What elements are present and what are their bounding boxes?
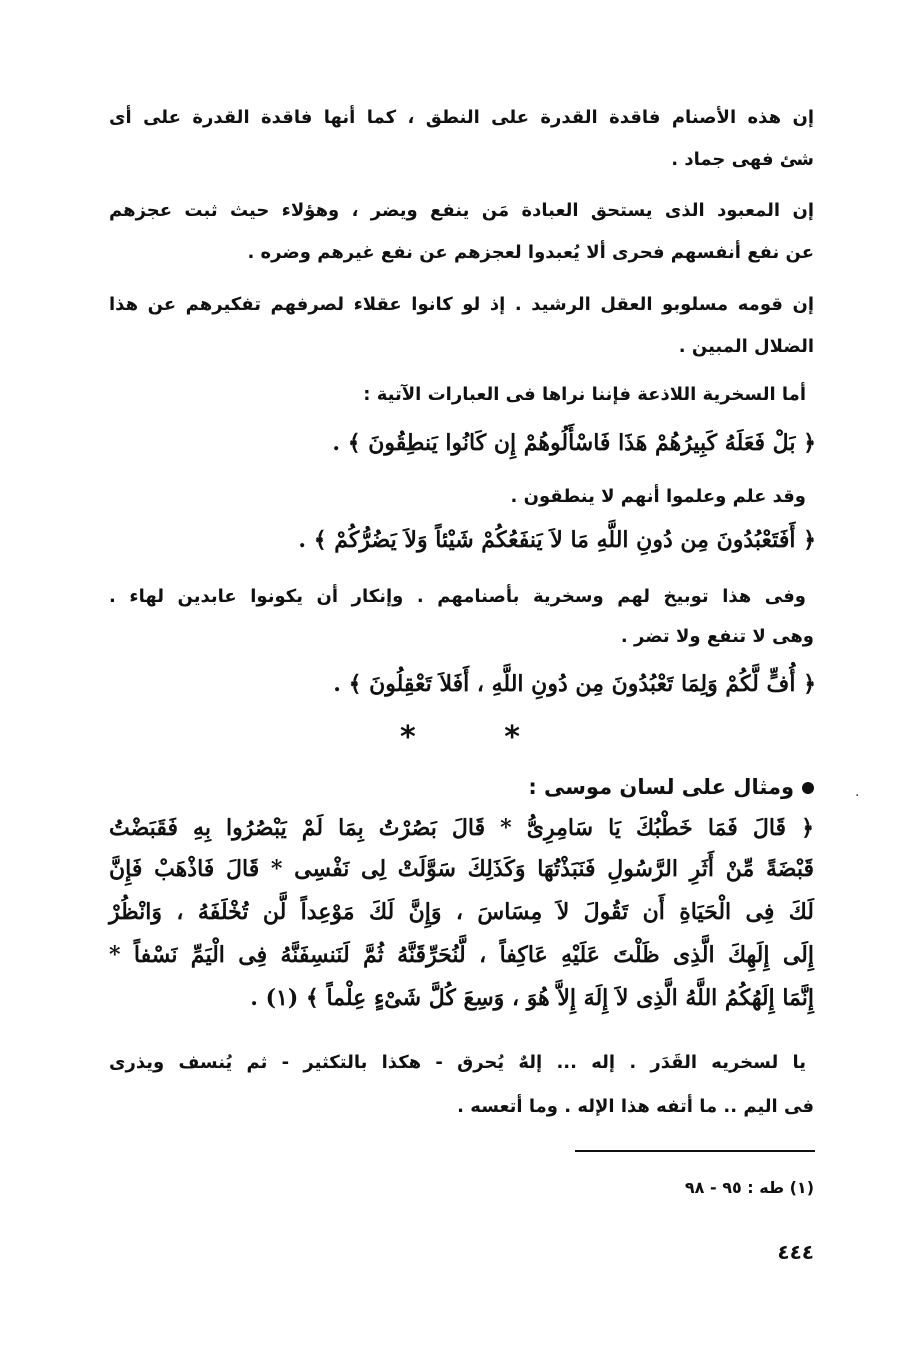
paragraph-3-line-1: إن قومه مسلوبو العقل الرشيد . إذ لو كانوا عقلاء لصرفهم تفكيرهم عن هذا [109, 294, 814, 315]
separator-star: * [504, 720, 520, 755]
paragraph-2-line-2: عن نفع أنفسهم فحرى ألا يُعبدوا لعجزهم عن نفع غيرهم وضره . [247, 242, 814, 263]
closing-line-1: يا لسخريه القَدَر . إله ... إلهٌ يُحرق - هكذا بالتكثير - ثم يُنسف ويذرى [109, 1052, 806, 1073]
quran-verse-1: ﴿ بَلْ فَعَلَهُ كَبِيرُهُمْ هَذَا فَاسْأَلُوهُمْ إِن كَانُوا يَنطِقُونَ ﴾ . [332, 430, 816, 456]
paragraph-3-line-2: الضلال المبين . [678, 336, 814, 357]
irony-intro: أما السخرية اللاذعة فإننا نراها فى العبارات الآتية : [363, 384, 806, 405]
paragraph-1-line-1: إن هذه الأصنام فاقدة القدرة على النطق ، كما أنها فاقدة القدرة على أى [109, 107, 814, 128]
comment-2-line-2: وهى لا تنفع ولا تضر . [620, 626, 814, 647]
separator-star: * [400, 720, 416, 755]
quran-verse-2: ﴿ أَفَتَعْبُدُونَ مِن دُونِ اللَّهِ مَا لاَ يَنفَعُكُمْ شَيْئاً وَلاَ يَضُرُّكُمْ ﴾ . [298, 527, 816, 553]
footnote: (١) طه : ٩٥ - ٩٨ [684, 1178, 814, 1197]
comment-1: وقد علم وعلموا أنهم لا ينطقون . [510, 486, 806, 507]
section-heading [109, 772, 814, 802]
musa-verse-line-1: ﴿ قَالَ فَمَا خَطْبُكَ يَا سَامِرِىُّ * قَالَ بَصُرْتُ بِمَا لَمْ يَبْصُرُوا بِهِ فَقَبَضْتُ [109, 815, 814, 841]
musa-verse-line-3: لَكَ فِى الْحَيَاةِ أَن تَقُولَ لاَ مِسَاسَ ، وَإِنَّ لَكَ مَوْعِداً لَّن تُخْلَفَهُ ، وَانْظُرْ [109, 899, 814, 925]
musa-verse-line-4: إِلَى إِلَهِكَ الَّذِى ظَلْتَ عَلَيْهِ عَاكِفاً ، لَّنُحَرِّقَنَّهُ ثُمَّ لَنَنسِفَنَّهُ فِى الْيَمِّ نَسْفاً * [109, 942, 814, 968]
musa-verse-line-5: إِنَّمَا إِلَهُكُمُ اللَّهُ الَّذِى لاَ إِلَهَ إِلاَّ هُوَ ، وَسِعَ كُلَّ شَىْءٍ عِلْماً ﴾ (١) . [250, 985, 814, 1011]
bullet-icon [802, 782, 814, 794]
quran-verse-3: ﴿ أُفٍّ لَّكُمْ وَلِمَا تَعْبُدُونَ مِن دُونِ اللَّهِ ، أَفَلاَ تَعْقِلُونَ ﴾ . [333, 671, 816, 697]
section-heading-text: ومثال على لسان موسى : [528, 775, 794, 799]
footnote-divider [575, 1150, 815, 1152]
musa-verse-line-2: قَبْضَةً مِّنْ أَثَرِ الرَّسُولِ فَنَبَذْتُهَا وَكَذَلِكَ سَوَّلَتْ لِى نَفْسِى * قَالَ فَاذْهَبْ فَإِنَّ [109, 856, 814, 882]
page-number: ٤٤٤ [777, 1240, 814, 1264]
paragraph-2-line-1: إن المعبود الذى يستحق العبادة مَن ينفع ويضر ، وهؤلاء حيث ثبت عجزهم [109, 200, 814, 221]
paragraph-1-line-2: شئ فهى جماد . [671, 149, 814, 170]
closing-line-2: فى اليم .. ما أتفه هذا الإله . وما أتعسه . [457, 1096, 814, 1117]
section-separator [400, 720, 520, 755]
margin-mark: · [855, 788, 860, 804]
comment-2-line-1: وفى هذا توبيخ لهم وسخرية بأصنامهم . وإنكار أن يكونوا عابدين لهاء . [109, 586, 806, 607]
